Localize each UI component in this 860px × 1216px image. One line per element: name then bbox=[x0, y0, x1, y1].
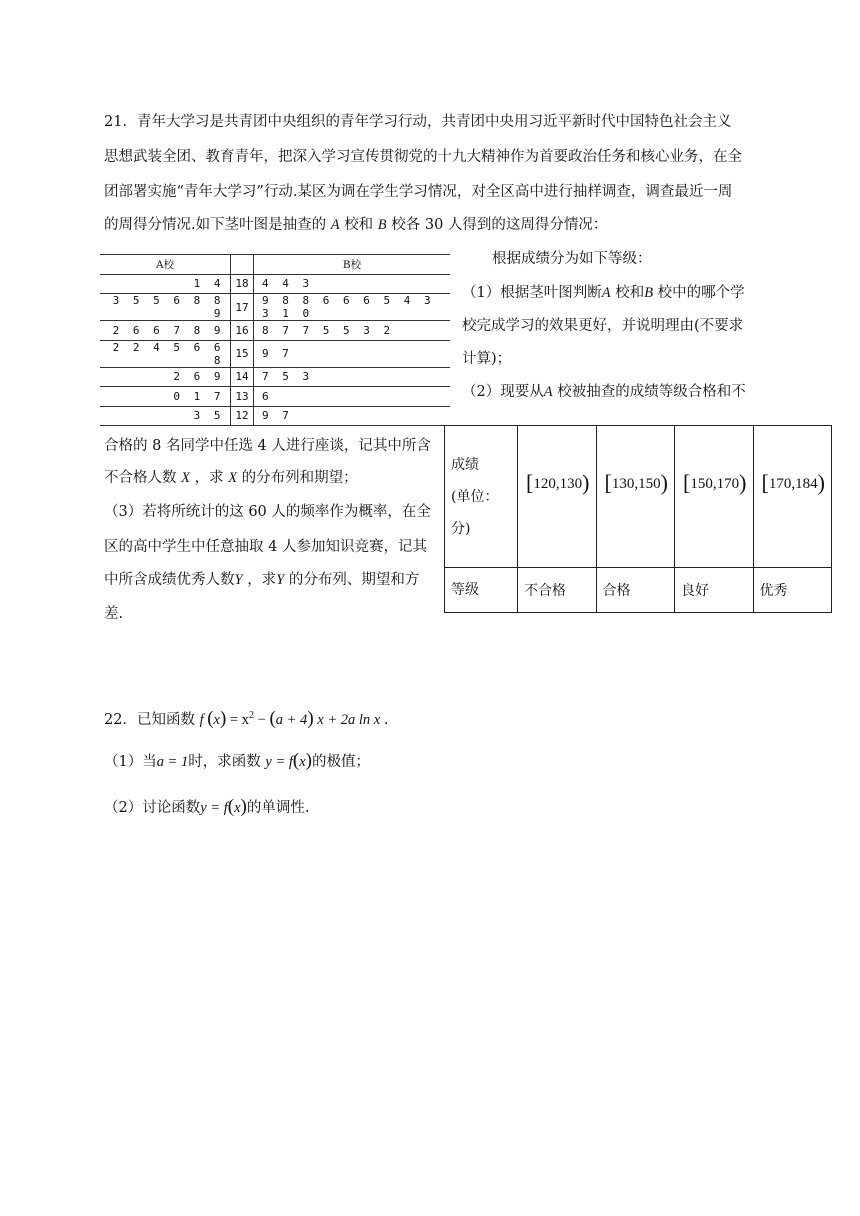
var-x: X bbox=[181, 470, 190, 486]
q22-line-3: （2）讨论函数y = f(x)的单调性. bbox=[104, 796, 310, 817]
grade-cell: 不合格 bbox=[518, 568, 597, 613]
interval-close: ) bbox=[817, 469, 825, 495]
interval-close: ) bbox=[660, 469, 668, 495]
q22-line-2: （1）当a = 1时，求函数 y = f(x)的极值； bbox=[104, 750, 370, 771]
stem-leaf-row bbox=[100, 340, 450, 367]
q22-end: . bbox=[383, 712, 389, 728]
stem: 18 bbox=[231, 274, 254, 294]
interval-cell bbox=[518, 426, 597, 568]
leaf-b: 6 bbox=[254, 387, 451, 407]
header-school-a: A校 bbox=[100, 255, 231, 275]
part1-text-b: 校和 bbox=[615, 285, 645, 301]
leaf-a: 3 5 bbox=[100, 406, 231, 426]
eq-paren-content: a + 4 bbox=[275, 712, 308, 728]
exponent: 2 bbox=[249, 710, 254, 722]
stem-leaf-row bbox=[100, 321, 450, 341]
q21-line-3: 团部署实施“青年大学习”行动.某区为调在学生学习情况，对全区高中进行抽样调查，调查最近一周 bbox=[104, 184, 733, 200]
leaf-a: 2 2 4 5 6 6 8 bbox=[100, 340, 231, 367]
stem: 12 bbox=[231, 406, 254, 426]
leaf-a: 3 5 5 6 8 8 9 bbox=[100, 294, 231, 321]
stem: 17 bbox=[231, 294, 254, 321]
stem: 15 bbox=[231, 340, 254, 367]
grade-cell: 优秀 bbox=[753, 568, 832, 613]
leaf-b: 8 7 7 5 5 3 2 bbox=[254, 321, 451, 341]
interval-open: [ bbox=[526, 469, 534, 495]
q22-y-eq: y = f bbox=[200, 800, 228, 816]
q21-line-4 bbox=[104, 213, 607, 234]
part3-text-c: 的分布列、期望和方 bbox=[288, 572, 420, 588]
part2-text-e: 的分布列和期望； bbox=[241, 470, 358, 486]
interval-range: 150,170 bbox=[690, 475, 740, 492]
stem: 14 bbox=[231, 367, 254, 387]
q22-intro: 22．已知函数 bbox=[104, 712, 195, 728]
part3-line-3 bbox=[104, 568, 419, 589]
part1-line-3: 计算)； bbox=[462, 351, 512, 367]
grade-table-score-row bbox=[445, 426, 832, 568]
eq-part: = x bbox=[229, 712, 249, 728]
school-a-var: A bbox=[543, 384, 553, 400]
leaf-b: 9 8 8 6 6 6 5 4 3 3 1 0 bbox=[254, 294, 451, 321]
grade-cell: 良好 bbox=[675, 568, 754, 613]
part3-text-a: 中所含成绩优秀人数 bbox=[104, 572, 235, 588]
leaf-b: 7 5 3 bbox=[254, 367, 451, 387]
interval-cell bbox=[596, 426, 675, 568]
score-header-line: 分) bbox=[451, 520, 471, 537]
q22-y-eq: y = f bbox=[265, 754, 293, 770]
part2-text-d: ，求 bbox=[194, 470, 224, 486]
part3-text-b: ，求 bbox=[247, 572, 277, 588]
stem-leaf-row bbox=[100, 406, 450, 426]
q22-part1-a: （1）当 bbox=[104, 754, 157, 770]
score-header-line: 成绩 bbox=[451, 456, 479, 473]
part2-line-3 bbox=[104, 466, 358, 487]
leaf-b: 4 4 3 bbox=[254, 274, 451, 294]
eq-minus: − bbox=[257, 712, 266, 728]
part1-text-c: 校中的哪个学 bbox=[657, 285, 745, 301]
grade-table-grade-row bbox=[445, 568, 832, 613]
q22-line-1 bbox=[104, 708, 388, 729]
func-name: f bbox=[199, 712, 204, 728]
q22-part1-c: 的极值； bbox=[311, 754, 370, 770]
interval-open: [ bbox=[683, 469, 691, 495]
stem-leaf-row bbox=[100, 367, 450, 387]
interval-open: [ bbox=[761, 469, 769, 495]
interval-cell bbox=[675, 426, 754, 568]
stem: 16 bbox=[231, 321, 254, 341]
q21-line-2: 思想武装全团、教育青年，把深入学习宣传贯彻党的十九大精神作为首要政治任务和核心业务，在全 bbox=[104, 149, 742, 165]
leaf-a: 2 6 9 bbox=[100, 367, 231, 387]
q22-part2-c: 的单调性. bbox=[246, 800, 310, 816]
part3-line-2: 区的高中学生中任意抽取 4 人参加知识竞赛，记其 bbox=[104, 539, 427, 555]
func-var: x bbox=[299, 754, 306, 770]
part1-line-2: 校完成学习的效果更好，并说明理由(不要求 bbox=[462, 318, 744, 334]
q22-part1-b: 时，求函数 bbox=[188, 754, 261, 770]
interval-range: 170,184 bbox=[768, 475, 818, 492]
interval-open: [ bbox=[604, 469, 612, 495]
part3-line-1: （3）若将所统计的这 60 人的频率作为概率，在全 bbox=[104, 504, 431, 520]
q21-line-4-mid: 校和 bbox=[344, 217, 374, 233]
stem-leaf-row bbox=[100, 294, 450, 321]
grade-header: 等级 bbox=[445, 568, 518, 613]
leaf-a: 1 4 bbox=[100, 274, 231, 294]
part2-line-1 bbox=[462, 380, 746, 401]
stem-leaf-plot bbox=[100, 254, 450, 426]
part2-text-b: 校被抽查的成绩等级合格和不 bbox=[557, 384, 746, 400]
header-school-b: B校 bbox=[254, 255, 451, 275]
q21-line-1: 21．青年大学习是共青团中央组织的青年学习行动，共青团中央用习近平新时代中国特色社会主义 bbox=[104, 114, 732, 130]
grade-intro: 根据成绩分为如下等级： bbox=[492, 251, 652, 267]
interval-range: 130,150 bbox=[611, 475, 661, 492]
func-var: x bbox=[234, 800, 241, 816]
interval-close: ) bbox=[739, 469, 747, 495]
leaf-b: 9 7 bbox=[254, 406, 451, 426]
stem: 13 bbox=[231, 387, 254, 407]
interval-close: ) bbox=[582, 469, 590, 495]
grade-table bbox=[444, 425, 832, 613]
func-var: x bbox=[213, 712, 220, 728]
leaf-a: 2 6 6 7 8 9 bbox=[100, 321, 231, 341]
var-y: Y bbox=[234, 572, 243, 588]
var-y: Y bbox=[276, 572, 285, 588]
eq-rest: x + 2a ln x bbox=[317, 712, 381, 728]
grade-cell: 合格 bbox=[596, 568, 675, 613]
header-stem bbox=[231, 255, 254, 275]
var-x: X bbox=[228, 470, 238, 486]
leaf-b: 9 7 bbox=[254, 340, 451, 367]
stem-leaf-row bbox=[100, 387, 450, 407]
interval-cell bbox=[753, 426, 832, 568]
part1-text-a: （1）根据茎叶图判断 bbox=[462, 285, 602, 301]
part3-line-4: 差. bbox=[104, 606, 124, 622]
part2-line-2: 合格的 8 名同学中任选 4 人进行座谈，记其中所含 bbox=[104, 438, 431, 454]
part2-text-c: 不合格人数 bbox=[104, 470, 177, 486]
leaf-a: 0 1 7 bbox=[100, 387, 231, 407]
q21-line-4-pre: 的周得分情况.如下茎叶图是抽查的 bbox=[104, 217, 327, 233]
score-header bbox=[445, 426, 518, 568]
interval-range: 120,130 bbox=[533, 475, 583, 492]
score-header-line: (单位： bbox=[451, 488, 499, 505]
stem-leaf-row bbox=[100, 274, 450, 294]
q21-line-4-post: 校各 30 人得到的这周得分情况： bbox=[391, 217, 608, 233]
school-a-var: A bbox=[601, 285, 611, 301]
stem-leaf-header bbox=[100, 255, 450, 275]
school-b-var: B bbox=[377, 217, 387, 233]
school-b-var: B bbox=[644, 285, 654, 301]
q22-condition: a = 1 bbox=[156, 754, 189, 770]
part2-text-a: （2）现要从 bbox=[462, 384, 544, 400]
part1-line-1 bbox=[462, 281, 745, 302]
school-a-var: A bbox=[330, 217, 340, 233]
q22-function: f $(x) = x^2 - (a + 4) x + 2a$ ln x bbox=[199, 708, 381, 729]
q22-part2-a: （2）讨论函数 bbox=[104, 800, 201, 816]
